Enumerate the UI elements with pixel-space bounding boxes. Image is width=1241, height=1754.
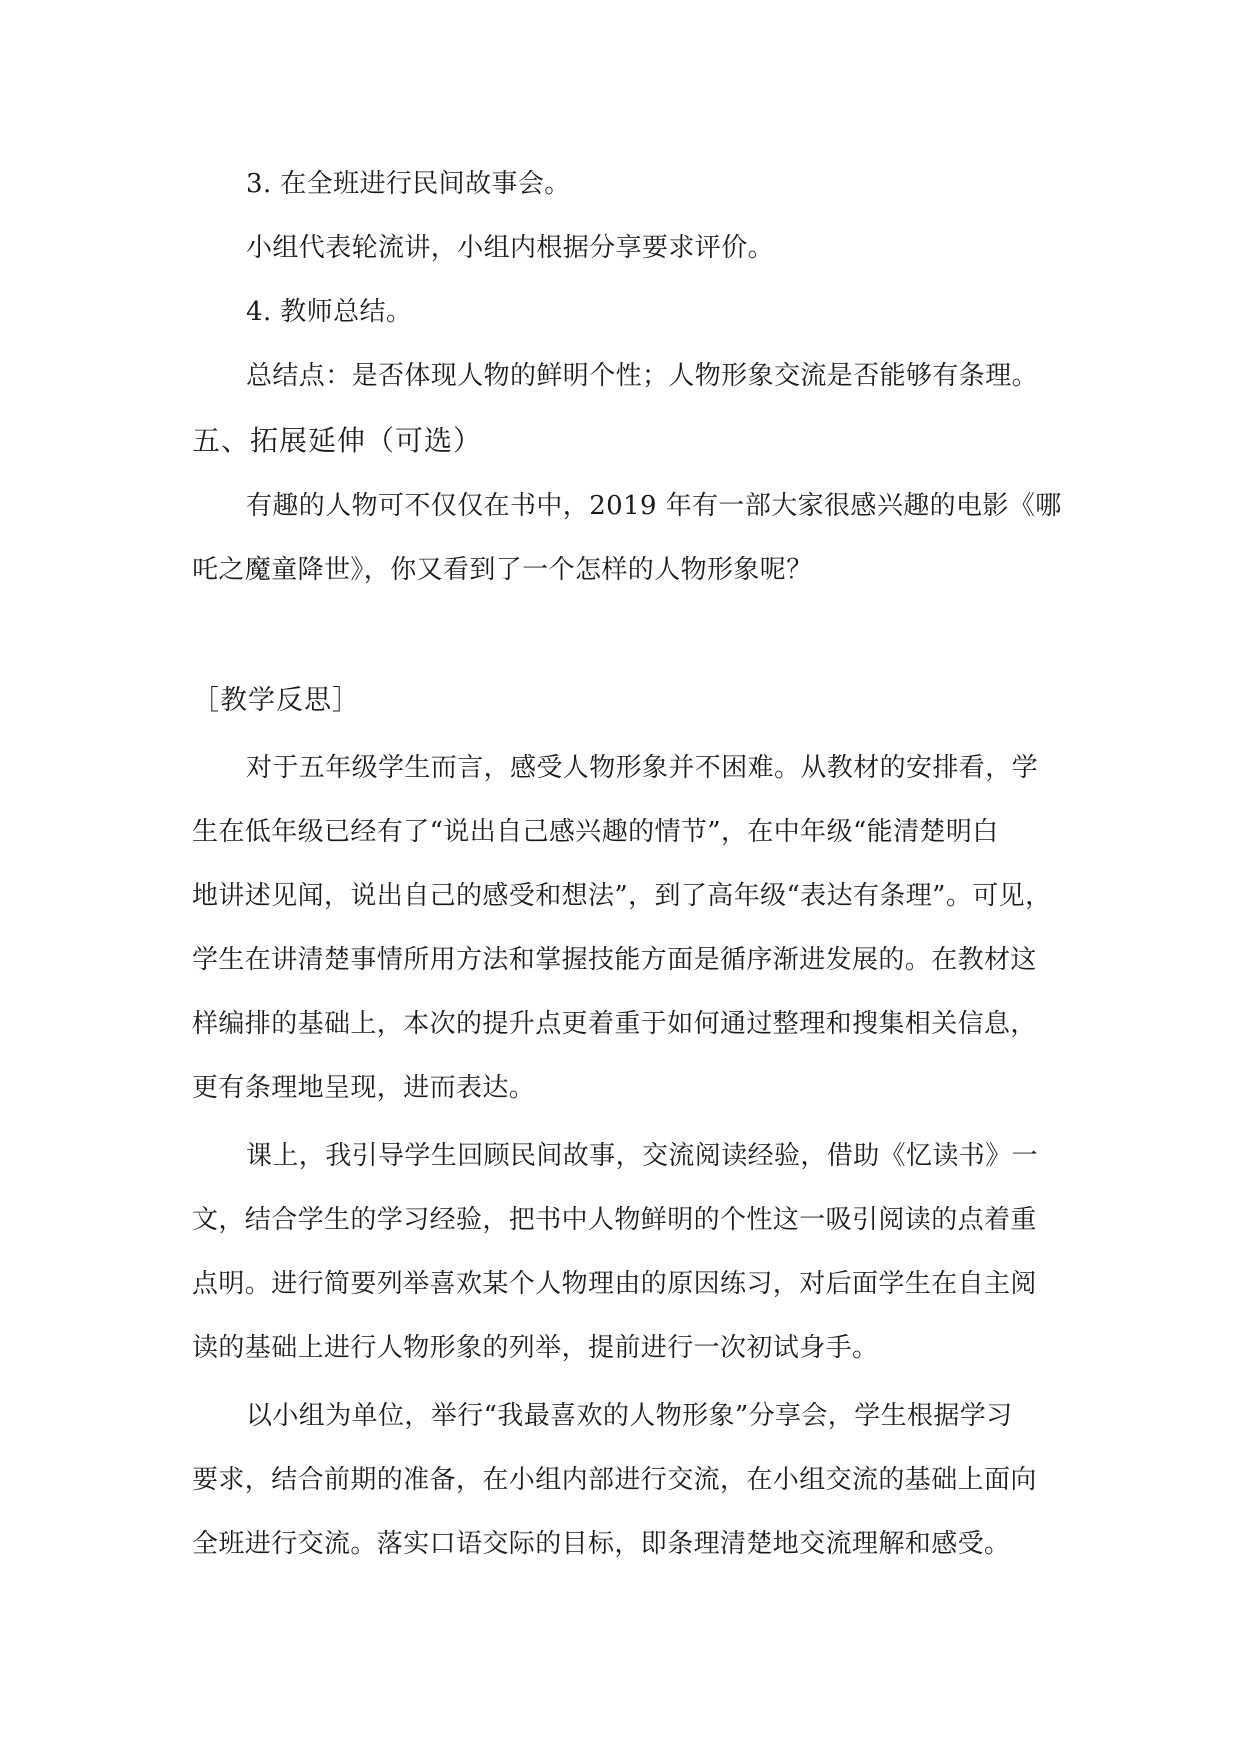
reflection-p2-line-2: 文，结合学生的学习经验，把书中人物鲜明的个性这一吸引阅读的点着重 bbox=[192, 1205, 1037, 1235]
step-4-title: 4. 教师总结。 bbox=[246, 297, 413, 327]
reflection-p1-line-5: 样编排的基础上，本次的提升点更着重于如何通过整理和搜集相关信息， bbox=[192, 1009, 1037, 1039]
reflection-p1-line-2: 生在低年级已经有了“说出自己感兴趣的情节”，在中年级“能清楚明白 bbox=[192, 817, 999, 847]
reflection-p2-line-4: 读的基础上进行人物形象的列举，提前进行一次初试身手。 bbox=[192, 1333, 879, 1363]
reflection-heading: ［教学反思］ bbox=[192, 685, 360, 716]
section-5-heading: 五、拓展延伸（可选） bbox=[192, 424, 483, 457]
reflection-p1-line-4: 学生在讲清楚事情所用方法和掌握技能方面是循序渐进发展的。在教材这 bbox=[192, 945, 1037, 975]
reflection-p2-line-3: 点明。进行简要列举喜欢某个人物理由的原因练习，对后面学生在自主阅 bbox=[192, 1269, 1037, 1299]
reflection-p1-line-3: 地讲述见闻，说出自己的感受和想法”，到了高年级“表达有条理”。可见， bbox=[192, 881, 1052, 911]
reflection-p2-line-1: 课上，我引导学生回顾民间故事，交流阅读经验，借助《忆读书》一 bbox=[246, 1141, 1039, 1171]
section-5-para-line-2: 吒之魔童降世》，你又看到了一个怎样的人物形象呢？ bbox=[192, 555, 813, 585]
step-4-body: 总结点：是否体现人物的鲜明个性；人物形象交流是否能够有条理。 bbox=[246, 361, 1039, 391]
step-3-body: 小组代表轮流讲，小组内根据分享要求评价。 bbox=[246, 233, 775, 263]
reflection-p1-line-1: 对于五年级学生而言，感受人物形象并不困难。从教材的安排看，学 bbox=[246, 753, 1039, 783]
step-3-title: 3. 在全班进行民间故事会。 bbox=[246, 169, 571, 199]
reflection-p3-line-1: 以小组为单位，举行“我最喜欢的人物形象”分享会，学生根据学习 bbox=[246, 1401, 1013, 1431]
reflection-p3-line-3: 全班进行交流。落实口语交际的目标，即条理清楚地交流理解和感受。 bbox=[192, 1529, 1011, 1559]
section-5-para-line-1: 有趣的人物可不仅仅在书中，2019 年有一部大家很感兴趣的电影《哪 bbox=[246, 491, 1062, 521]
reflection-p3-line-2: 要求，结合前期的准备，在小组内部进行交流，在小组交流的基础上面向 bbox=[192, 1465, 1037, 1495]
reflection-p1-line-6: 更有条理地呈现，进而表达。 bbox=[192, 1073, 536, 1103]
